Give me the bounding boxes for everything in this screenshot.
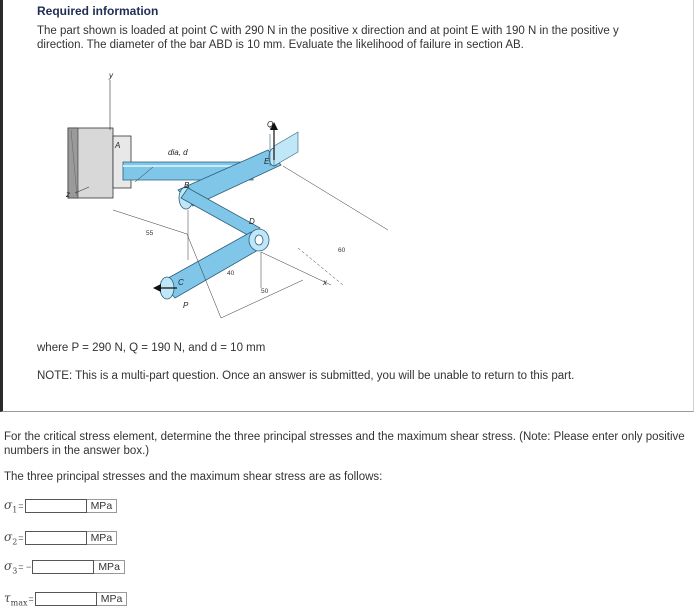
problem-statement: The part shown is loaded at point C with 290 N in the positive x direction and at point E with 190 N in the positive y direction. The diameter of the bar ABD is 10 mm. Evaluate the likelihood of failure in section AB. [37,25,619,51]
sigma2-prefix: = [18,533,24,543]
answer-row-sigma1 [4,498,117,514]
point-d-label: D [249,217,255,226]
given-values: where P = 290 N, Q = 190 N, and d = 10 mm [37,342,266,354]
question-text: For the critical stress element, determine the three principal stresses and the maximum shear stress. (Note: Please enter only positive numbers in the answer box.) [4,431,685,457]
answer-intro: The three principal stresses and the maximum shear stress are as follows: [4,471,383,483]
tau-max-symbol: $\tau_{max}$ [4,590,28,608]
dim-50: 50 [261,288,269,295]
load-p-label: P [183,301,189,310]
sigma3-input[interactable] [32,560,94,574]
tau-max-input[interactable] [35,592,97,606]
sigma3-unit: MPa [94,560,125,574]
section-heading: Required information [37,4,159,18]
axis-x-label: x [323,278,327,287]
axis-z-label: z [66,190,70,199]
sigma2-unit: MPa [87,531,118,545]
point-b-label: B [184,181,190,190]
dim-55: 55 [146,230,154,237]
answer-row-sigma3 [4,559,125,575]
answer-row-tau-max [4,591,127,607]
mechanical-part-figure [53,70,403,325]
tau-max-prefix: = [28,594,34,604]
sigma3-prefix: = − [18,562,32,572]
shaft-bd [181,188,260,238]
sigma1-symbol: $\sigma_1$ [4,497,18,515]
wall-mount [68,128,131,198]
dim-40: 40 [227,270,235,277]
point-c-label: C [178,278,184,287]
point-a-label: A [115,141,121,150]
axis-y-label: y [109,71,113,80]
sigma1-prefix: = [18,501,24,511]
sigma2-symbol: $\sigma_2$ [4,529,18,547]
multipart-note: NOTE: This is a multi-part question. Once an answer is submitted, you will be unable to return to this part. [37,370,575,382]
dim-60: 60 [338,247,346,254]
point-e-label: E [264,157,270,166]
answer-row-sigma2 [4,530,117,546]
sigma3-symbol: $\sigma_3$ [4,558,18,576]
sigma1-input[interactable] [25,499,87,513]
sigma2-input[interactable] [25,531,87,545]
tau-max-unit: MPa [97,592,128,606]
diameter-label: dia, d [168,148,188,157]
load-q-label: Q [267,120,274,129]
sigma1-unit: MPa [87,499,118,513]
